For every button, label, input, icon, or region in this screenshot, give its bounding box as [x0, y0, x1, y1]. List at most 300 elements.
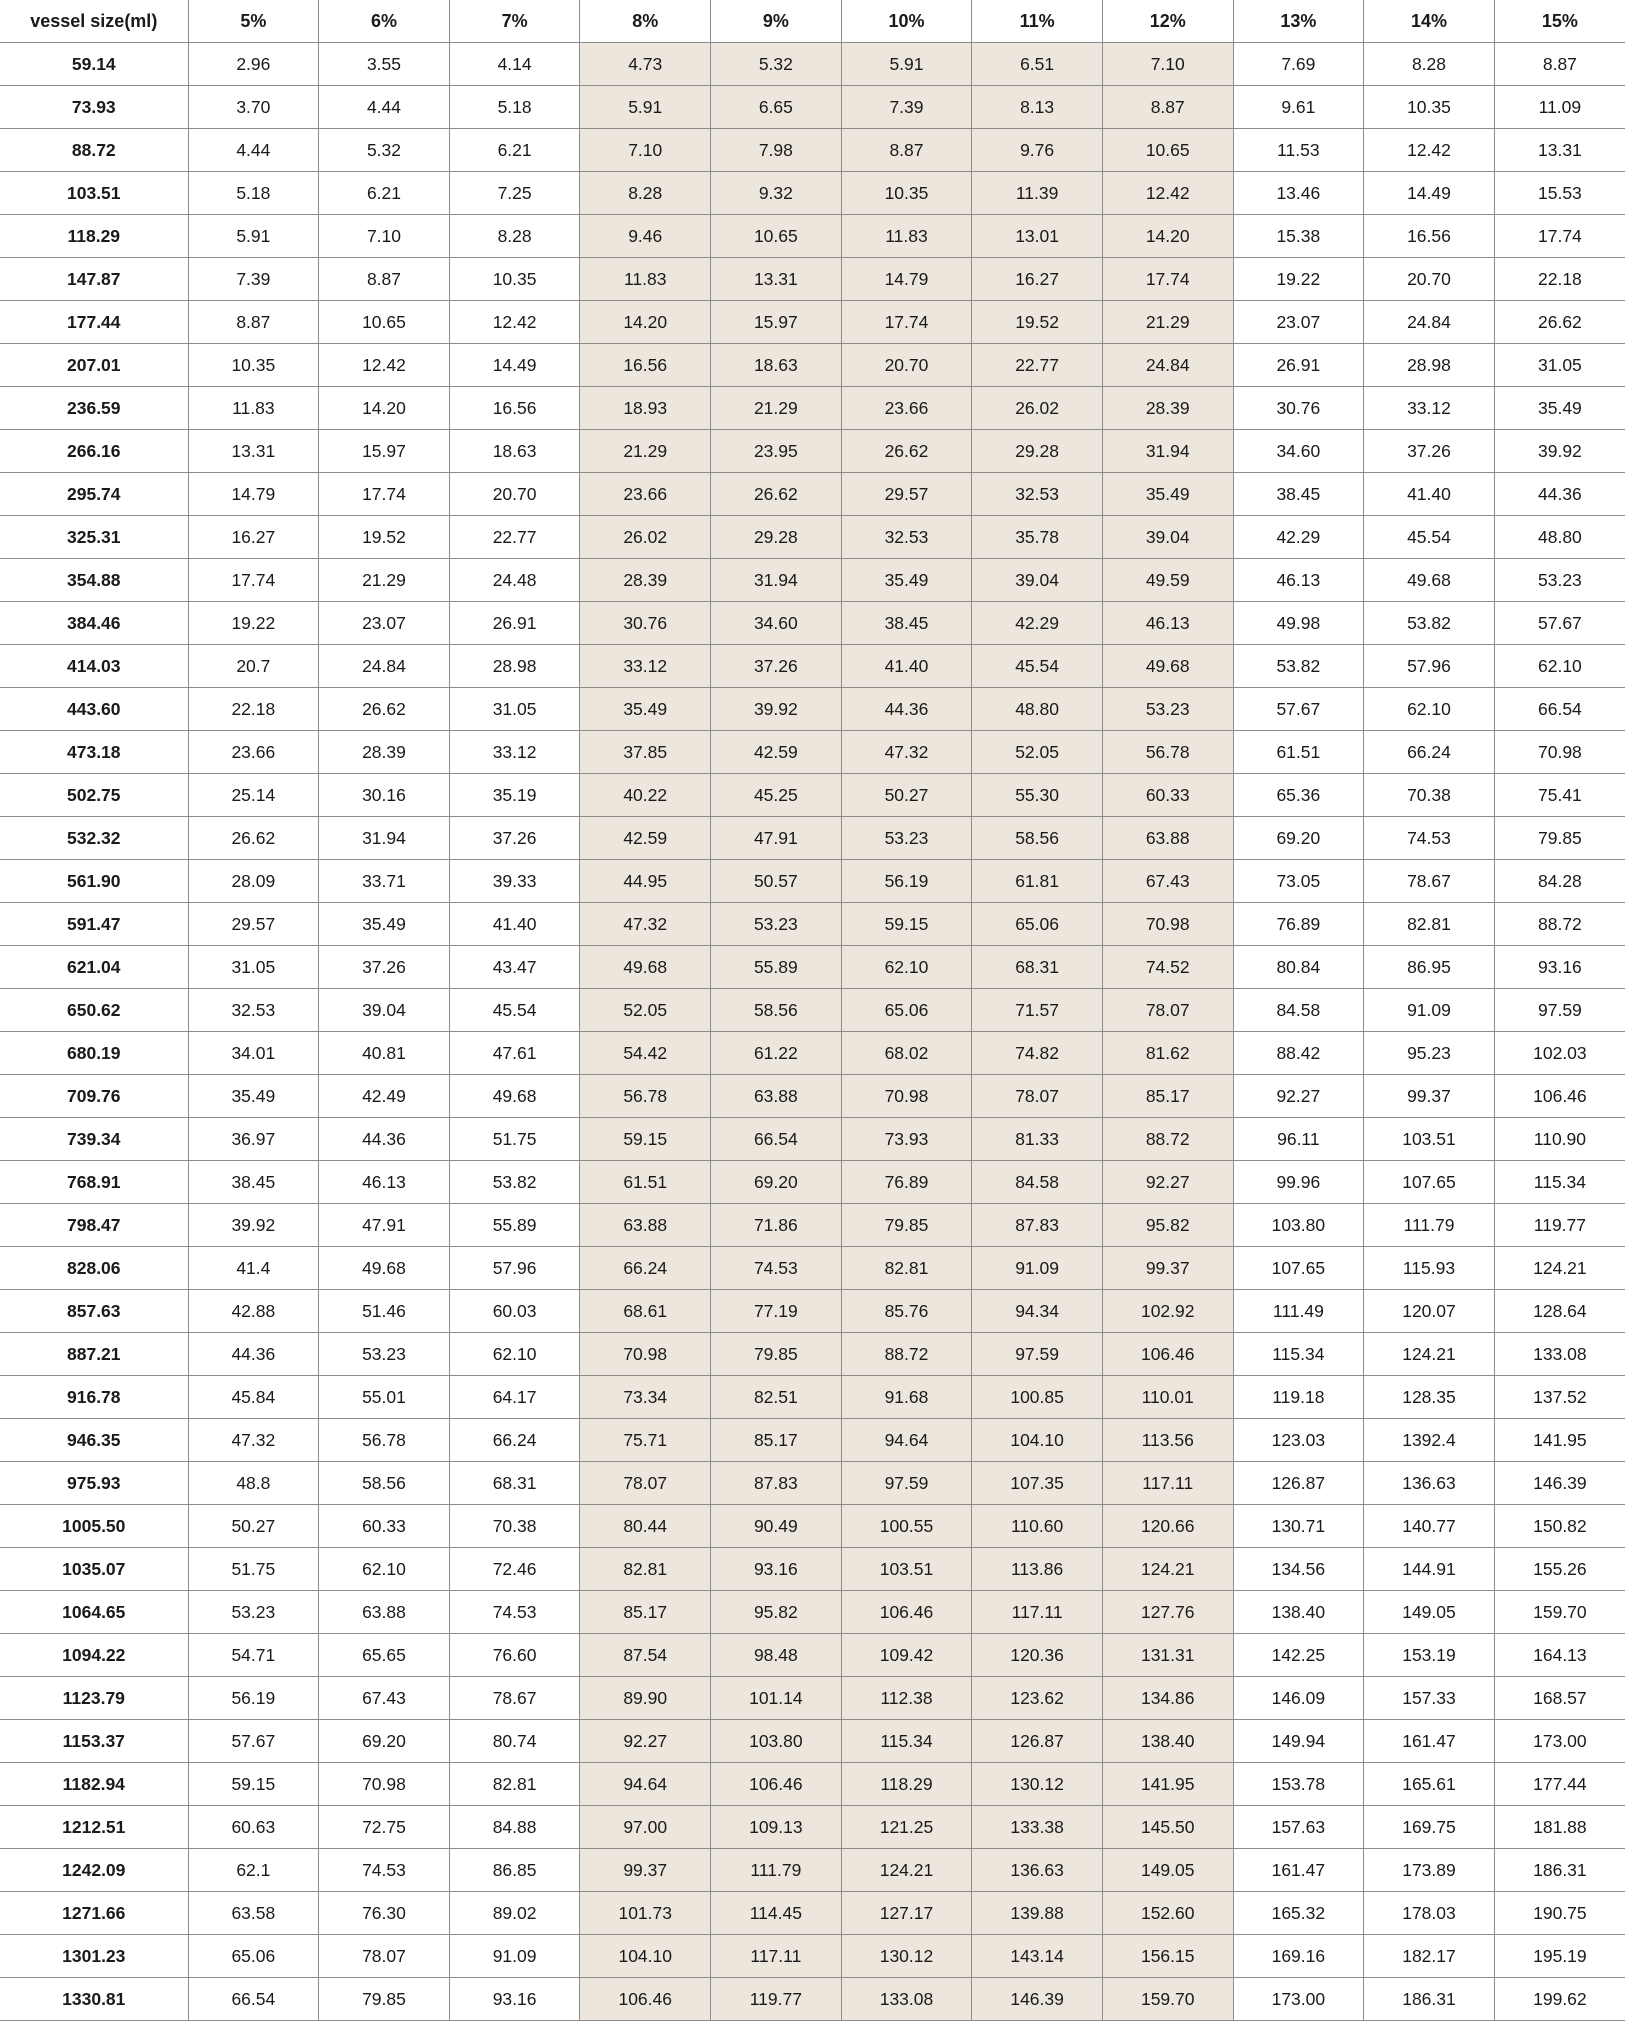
table-row: [0, 1935, 1625, 1978]
table-cell: 1392.4: [1364, 1419, 1495, 1462]
table-cell: 42.59: [580, 817, 711, 860]
vessel-size-cell: 591.47: [0, 903, 188, 946]
table-cell: 70.98: [319, 1763, 450, 1806]
table-cell: 89.90: [580, 1677, 711, 1720]
table-cell: 23.66: [841, 387, 972, 430]
vessel-size-cell: 1242.09: [0, 1849, 188, 1892]
table-cell: 40.81: [319, 1032, 450, 1075]
table-cell: 186.31: [1364, 1978, 1495, 2021]
table-cell: 22.18: [1494, 258, 1625, 301]
table-cell: 66.24: [580, 1247, 711, 1290]
table-cell: 70.98: [1102, 903, 1233, 946]
table-cell: 92.27: [1233, 1075, 1364, 1118]
table-row: [0, 258, 1625, 301]
table-cell: 146.09: [1233, 1677, 1364, 1720]
table-cell: 119.18: [1233, 1376, 1364, 1419]
table-cell: 130.12: [972, 1763, 1103, 1806]
table-cell: 93.16: [449, 1978, 580, 2021]
table-row: [0, 1419, 1625, 1462]
table-cell: 14.49: [1364, 172, 1495, 215]
table-row: [0, 301, 1625, 344]
table-cell: 127.17: [841, 1892, 972, 1935]
table-cell: 107.35: [972, 1462, 1103, 1505]
table-cell: 123.62: [972, 1677, 1103, 1720]
vessel-size-cell: 473.18: [0, 731, 188, 774]
column-header-percent: 8%: [580, 0, 711, 43]
table-cell: 47.61: [449, 1032, 580, 1075]
table-cell: 16.27: [188, 516, 319, 559]
table-row: [0, 473, 1625, 516]
table-cell: 24.84: [1364, 301, 1495, 344]
table-cell: 61.22: [711, 1032, 842, 1075]
table-cell: 56.19: [841, 860, 972, 903]
table-cell: 55.30: [972, 774, 1103, 817]
table-cell: 30.76: [1233, 387, 1364, 430]
table-cell: 88.72: [841, 1333, 972, 1376]
table-cell: 18.63: [449, 430, 580, 473]
table-cell: 23.07: [1233, 301, 1364, 344]
table-cell: 134.56: [1233, 1548, 1364, 1591]
table-cell: 84.58: [972, 1161, 1103, 1204]
table-cell: 60.33: [319, 1505, 450, 1548]
table-cell: 142.25: [1233, 1634, 1364, 1677]
table-cell: 6.65: [711, 86, 842, 129]
table-cell: 26.62: [188, 817, 319, 860]
table-cell: 173.00: [1233, 1978, 1364, 2021]
table-cell: 39.92: [188, 1204, 319, 1247]
table-cell: 5.32: [319, 129, 450, 172]
table-cell: 3.55: [319, 43, 450, 86]
table-cell: 41.40: [449, 903, 580, 946]
table-cell: 169.75: [1364, 1806, 1495, 1849]
table-cell: 47.32: [580, 903, 711, 946]
table-cell: 45.54: [449, 989, 580, 1032]
table-cell: 168.57: [1494, 1677, 1625, 1720]
table-cell: 57.96: [1364, 645, 1495, 688]
table-cell: 120.36: [972, 1634, 1103, 1677]
table-row: [0, 1161, 1625, 1204]
table-cell: 3.70: [188, 86, 319, 129]
table-cell: 66.24: [449, 1419, 580, 1462]
table-cell: 55.89: [449, 1204, 580, 1247]
table-cell: 49.59: [1102, 559, 1233, 602]
table-cell: 15.97: [319, 430, 450, 473]
table-cell: 20.70: [1364, 258, 1495, 301]
table-cell: 49.68: [1102, 645, 1233, 688]
table-cell: 49.68: [580, 946, 711, 989]
table-cell: 5.91: [580, 86, 711, 129]
table-row: [0, 43, 1625, 86]
table-cell: 56.78: [319, 1419, 450, 1462]
table-cell: 42.29: [1233, 516, 1364, 559]
table-cell: 101.14: [711, 1677, 842, 1720]
table-row: [0, 86, 1625, 129]
table-cell: 76.60: [449, 1634, 580, 1677]
table-cell: 161.47: [1364, 1720, 1495, 1763]
table-row: [0, 1548, 1625, 1591]
table-cell: 79.85: [1494, 817, 1625, 860]
table-cell: 28.09: [188, 860, 319, 903]
table-cell: 84.28: [1494, 860, 1625, 903]
table-cell: 62.10: [319, 1548, 450, 1591]
table-cell: 169.16: [1233, 1935, 1364, 1978]
table-body: [0, 43, 1625, 2021]
table-cell: 8.28: [580, 172, 711, 215]
table-cell: 11.39: [972, 172, 1103, 215]
table-row: [0, 1376, 1625, 1419]
table-cell: 133.08: [1494, 1333, 1625, 1376]
table-cell: 26.02: [580, 516, 711, 559]
table-cell: 35.49: [580, 688, 711, 731]
vessel-size-cell: 59.14: [0, 43, 188, 86]
table-cell: 23.66: [188, 731, 319, 774]
vessel-size-cell: 177.44: [0, 301, 188, 344]
table-cell: 22.77: [972, 344, 1103, 387]
table-cell: 48.80: [1494, 516, 1625, 559]
table-cell: 4.73: [580, 43, 711, 86]
table-cell: 70.38: [449, 1505, 580, 1548]
table-cell: 50.27: [188, 1505, 319, 1548]
column-header-percent: 12%: [1102, 0, 1233, 43]
table-cell: 29.28: [972, 430, 1103, 473]
table-cell: 72.75: [319, 1806, 450, 1849]
table-cell: 113.56: [1102, 1419, 1233, 1462]
table-cell: 51.75: [449, 1118, 580, 1161]
table-cell: 85.76: [841, 1290, 972, 1333]
table-cell: 35.49: [841, 559, 972, 602]
table-cell: 9.46: [580, 215, 711, 258]
table-cell: 11.83: [841, 215, 972, 258]
table-cell: 85.17: [1102, 1075, 1233, 1118]
table-cell: 70.98: [580, 1333, 711, 1376]
vessel-size-cell: 73.93: [0, 86, 188, 129]
table-cell: 68.31: [449, 1462, 580, 1505]
table-cell: 146.39: [972, 1978, 1103, 2021]
table-cell: 57.67: [1494, 602, 1625, 645]
vessel-size-cell: 354.88: [0, 559, 188, 602]
table-cell: 31.05: [449, 688, 580, 731]
table-cell: 42.59: [711, 731, 842, 774]
table-cell: 8.28: [449, 215, 580, 258]
table-cell: 37.26: [711, 645, 842, 688]
table-cell: 111.79: [1364, 1204, 1495, 1247]
table-cell: 10.35: [449, 258, 580, 301]
table-cell: 51.75: [188, 1548, 319, 1591]
table-cell: 124.21: [1494, 1247, 1625, 1290]
table-cell: 23.07: [319, 602, 450, 645]
vessel-size-cell: 325.31: [0, 516, 188, 559]
table-cell: 153.78: [1233, 1763, 1364, 1806]
table-cell: 44.36: [188, 1333, 319, 1376]
table-cell: 110.01: [1102, 1376, 1233, 1419]
table-cell: 109.42: [841, 1634, 972, 1677]
table-cell: 71.57: [972, 989, 1103, 1032]
table-row: [0, 172, 1625, 215]
vessel-size-cell: 1271.66: [0, 1892, 188, 1935]
table-cell: 4.44: [319, 86, 450, 129]
table-cell: 39.04: [972, 559, 1103, 602]
table-cell: 86.85: [449, 1849, 580, 1892]
table-row: [0, 1634, 1625, 1677]
table-cell: 44.95: [580, 860, 711, 903]
table-row: [0, 387, 1625, 430]
table-cell: 126.87: [972, 1720, 1103, 1763]
table-cell: 20.70: [841, 344, 972, 387]
table-cell: 54.71: [188, 1634, 319, 1677]
table-cell: 186.31: [1494, 1849, 1625, 1892]
table-cell: 74.52: [1102, 946, 1233, 989]
table-cell: 53.23: [1102, 688, 1233, 731]
table-cell: 39.04: [1102, 516, 1233, 559]
table-cell: 130.12: [841, 1935, 972, 1978]
table-cell: 22.18: [188, 688, 319, 731]
table-cell: 24.84: [1102, 344, 1233, 387]
table-cell: 65.06: [841, 989, 972, 1032]
table-cell: 73.34: [580, 1376, 711, 1419]
table-cell: 37.85: [580, 731, 711, 774]
table-cell: 4.44: [188, 129, 319, 172]
table-cell: 85.17: [711, 1419, 842, 1462]
table-cell: 63.88: [1102, 817, 1233, 860]
table-cell: 7.98: [711, 129, 842, 172]
vessel-size-cell: 88.72: [0, 129, 188, 172]
table-cell: 165.61: [1364, 1763, 1495, 1806]
table-cell: 28.39: [319, 731, 450, 774]
table-row: [0, 1290, 1625, 1333]
table-cell: 42.29: [972, 602, 1103, 645]
table-cell: 13.46: [1233, 172, 1364, 215]
table-row: [0, 1333, 1625, 1376]
vessel-size-cell: 1182.94: [0, 1763, 188, 1806]
table-cell: 47.32: [188, 1419, 319, 1462]
table-cell: 12.42: [319, 344, 450, 387]
table-cell: 26.62: [319, 688, 450, 731]
table-cell: 50.27: [841, 774, 972, 817]
table-cell: 58.56: [711, 989, 842, 1032]
table-cell: 10.65: [319, 301, 450, 344]
table-row: [0, 1247, 1625, 1290]
table-cell: 14.49: [449, 344, 580, 387]
table-row: [0, 1462, 1625, 1505]
column-header-percent: 10%: [841, 0, 972, 43]
table-cell: 10.65: [1102, 129, 1233, 172]
table-cell: 66.54: [1494, 688, 1625, 731]
table-cell: 84.88: [449, 1806, 580, 1849]
table-cell: 78.67: [1364, 860, 1495, 903]
table-cell: 7.25: [449, 172, 580, 215]
table-cell: 50.57: [711, 860, 842, 903]
vessel-size-cell: 680.19: [0, 1032, 188, 1075]
table-cell: 138.40: [1102, 1720, 1233, 1763]
column-header-percent: 13%: [1233, 0, 1364, 43]
vessel-size-cell: 103.51: [0, 172, 188, 215]
table-cell: 32.53: [841, 516, 972, 559]
table-cell: 106.46: [1494, 1075, 1625, 1118]
table-cell: 56.19: [188, 1677, 319, 1720]
table-cell: 99.37: [1102, 1247, 1233, 1290]
table-cell: 111.79: [711, 1849, 842, 1892]
table-cell: 11.83: [580, 258, 711, 301]
table-cell: 44.36: [841, 688, 972, 731]
table-row: [0, 1118, 1625, 1161]
table-cell: 17.74: [841, 301, 972, 344]
table-cell: 109.13: [711, 1806, 842, 1849]
table-cell: 117.11: [972, 1591, 1103, 1634]
table-cell: 10.35: [1364, 86, 1495, 129]
vessel-size-cell: 266.16: [0, 430, 188, 473]
table-cell: 53.23: [1494, 559, 1625, 602]
table-cell: 118.29: [841, 1763, 972, 1806]
table-cell: 49.98: [1233, 602, 1364, 645]
table-cell: 103.51: [841, 1548, 972, 1591]
table-cell: 182.17: [1364, 1935, 1495, 1978]
table-cell: 26.62: [841, 430, 972, 473]
table-cell: 33.12: [449, 731, 580, 774]
table-cell: 48.8: [188, 1462, 319, 1505]
table-cell: 88.72: [1494, 903, 1625, 946]
table-cell: 89.02: [449, 1892, 580, 1935]
table-cell: 7.10: [1102, 43, 1233, 86]
table-row: [0, 1505, 1625, 1548]
table-row: [0, 1806, 1625, 1849]
vessel-size-cell: 414.03: [0, 645, 188, 688]
table-cell: 7.10: [319, 215, 450, 258]
table-cell: 80.84: [1233, 946, 1364, 989]
table-cell: 49.68: [319, 1247, 450, 1290]
table-cell: 8.87: [1102, 86, 1233, 129]
table-cell: 127.76: [1102, 1591, 1233, 1634]
table-cell: 98.48: [711, 1634, 842, 1677]
table-row: [0, 1849, 1625, 1892]
column-header-percent: 11%: [972, 0, 1103, 43]
table-row: [0, 1677, 1625, 1720]
table-cell: 53.82: [1364, 602, 1495, 645]
table-cell: 14.20: [319, 387, 450, 430]
table-cell: 124.21: [1102, 1548, 1233, 1591]
table-cell: 123.03: [1233, 1419, 1364, 1462]
table-cell: 21.29: [580, 430, 711, 473]
table-cell: 16.56: [1364, 215, 1495, 258]
table-cell: 76.89: [1233, 903, 1364, 946]
table-cell: 29.57: [841, 473, 972, 516]
table-cell: 99.37: [1364, 1075, 1495, 1118]
table-cell: 97.59: [972, 1333, 1103, 1376]
table-cell: 88.42: [1233, 1032, 1364, 1075]
table-cell: 77.19: [711, 1290, 842, 1333]
table-cell: 31.94: [1102, 430, 1233, 473]
table-cell: 42.49: [319, 1075, 450, 1118]
table-cell: 34.60: [711, 602, 842, 645]
table-cell: 94.64: [841, 1419, 972, 1462]
table-cell: 157.33: [1364, 1677, 1495, 1720]
table-cell: 150.82: [1494, 1505, 1625, 1548]
table-cell: 94.34: [972, 1290, 1103, 1333]
table-cell: 32.53: [972, 473, 1103, 516]
table-row: [0, 774, 1625, 817]
table-cell: 18.93: [580, 387, 711, 430]
table-cell: 161.47: [1233, 1849, 1364, 1892]
table-cell: 7.69: [1233, 43, 1364, 86]
table-cell: 13.31: [711, 258, 842, 301]
table-cell: 35.49: [1102, 473, 1233, 516]
table-cell: 15.53: [1494, 172, 1625, 215]
table-cell: 55.01: [319, 1376, 450, 1419]
vessel-size-cell: 916.78: [0, 1376, 188, 1419]
table-cell: 17.74: [319, 473, 450, 516]
table-cell: 74.53: [1364, 817, 1495, 860]
table-cell: 39.04: [319, 989, 450, 1032]
vessel-size-cell: 857.63: [0, 1290, 188, 1333]
column-header-percent: 9%: [711, 0, 842, 43]
table-row: [0, 1032, 1625, 1075]
table-cell: 45.54: [972, 645, 1103, 688]
table-cell: 61.51: [580, 1161, 711, 1204]
table-cell: 41.40: [1364, 473, 1495, 516]
table-cell: 199.62: [1494, 1978, 1625, 2021]
table-cell: 52.05: [972, 731, 1103, 774]
table-cell: 99.37: [580, 1849, 711, 1892]
table-cell: 155.26: [1494, 1548, 1625, 1591]
table-cell: 76.89: [841, 1161, 972, 1204]
table-cell: 140.77: [1364, 1505, 1495, 1548]
table-row: [0, 215, 1625, 258]
table-row: [0, 516, 1625, 559]
table-cell: 57.67: [188, 1720, 319, 1763]
table-cell: 110.90: [1494, 1118, 1625, 1161]
table-cell: 5.91: [841, 43, 972, 86]
table-cell: 131.31: [1102, 1634, 1233, 1677]
table-cell: 47.91: [319, 1204, 450, 1247]
table-cell: 38.45: [188, 1161, 319, 1204]
table-cell: 65.06: [188, 1935, 319, 1978]
table-cell: 103.80: [711, 1720, 842, 1763]
vessel-size-cell: 1153.37: [0, 1720, 188, 1763]
table-cell: 44.36: [1494, 473, 1625, 516]
table-cell: 67.43: [319, 1677, 450, 1720]
table-cell: 20.70: [449, 473, 580, 516]
vessel-size-cell: 887.21: [0, 1333, 188, 1376]
table-cell: 55.89: [711, 946, 842, 989]
table-row: [0, 688, 1625, 731]
table-cell: 9.76: [972, 129, 1103, 172]
table-cell: 70.98: [841, 1075, 972, 1118]
table-cell: 70.98: [1494, 731, 1625, 774]
table-cell: 107.65: [1364, 1161, 1495, 1204]
table-cell: 14.79: [188, 473, 319, 516]
table-cell: 113.86: [972, 1548, 1103, 1591]
table-cell: 68.02: [841, 1032, 972, 1075]
table-cell: 117.11: [711, 1935, 842, 1978]
table-cell: 149.94: [1233, 1720, 1364, 1763]
table-cell: 15.38: [1233, 215, 1364, 258]
table-cell: 51.46: [319, 1290, 450, 1333]
table-cell: 26.62: [711, 473, 842, 516]
table-cell: 31.05: [1494, 344, 1625, 387]
table-cell: 7.39: [188, 258, 319, 301]
table-cell: 26.02: [972, 387, 1103, 430]
table-cell: 104.10: [580, 1935, 711, 1978]
table-cell: 60.03: [449, 1290, 580, 1333]
table-cell: 33.12: [1364, 387, 1495, 430]
table-cell: 34.01: [188, 1032, 319, 1075]
table-cell: 62.10: [449, 1333, 580, 1376]
table-row: [0, 1978, 1625, 2021]
table-cell: 99.96: [1233, 1161, 1364, 1204]
column-header-percent: 15%: [1494, 0, 1625, 43]
column-header-percent: 7%: [449, 0, 580, 43]
vessel-size-cell: 975.93: [0, 1462, 188, 1505]
table-cell: 80.44: [580, 1505, 711, 1548]
